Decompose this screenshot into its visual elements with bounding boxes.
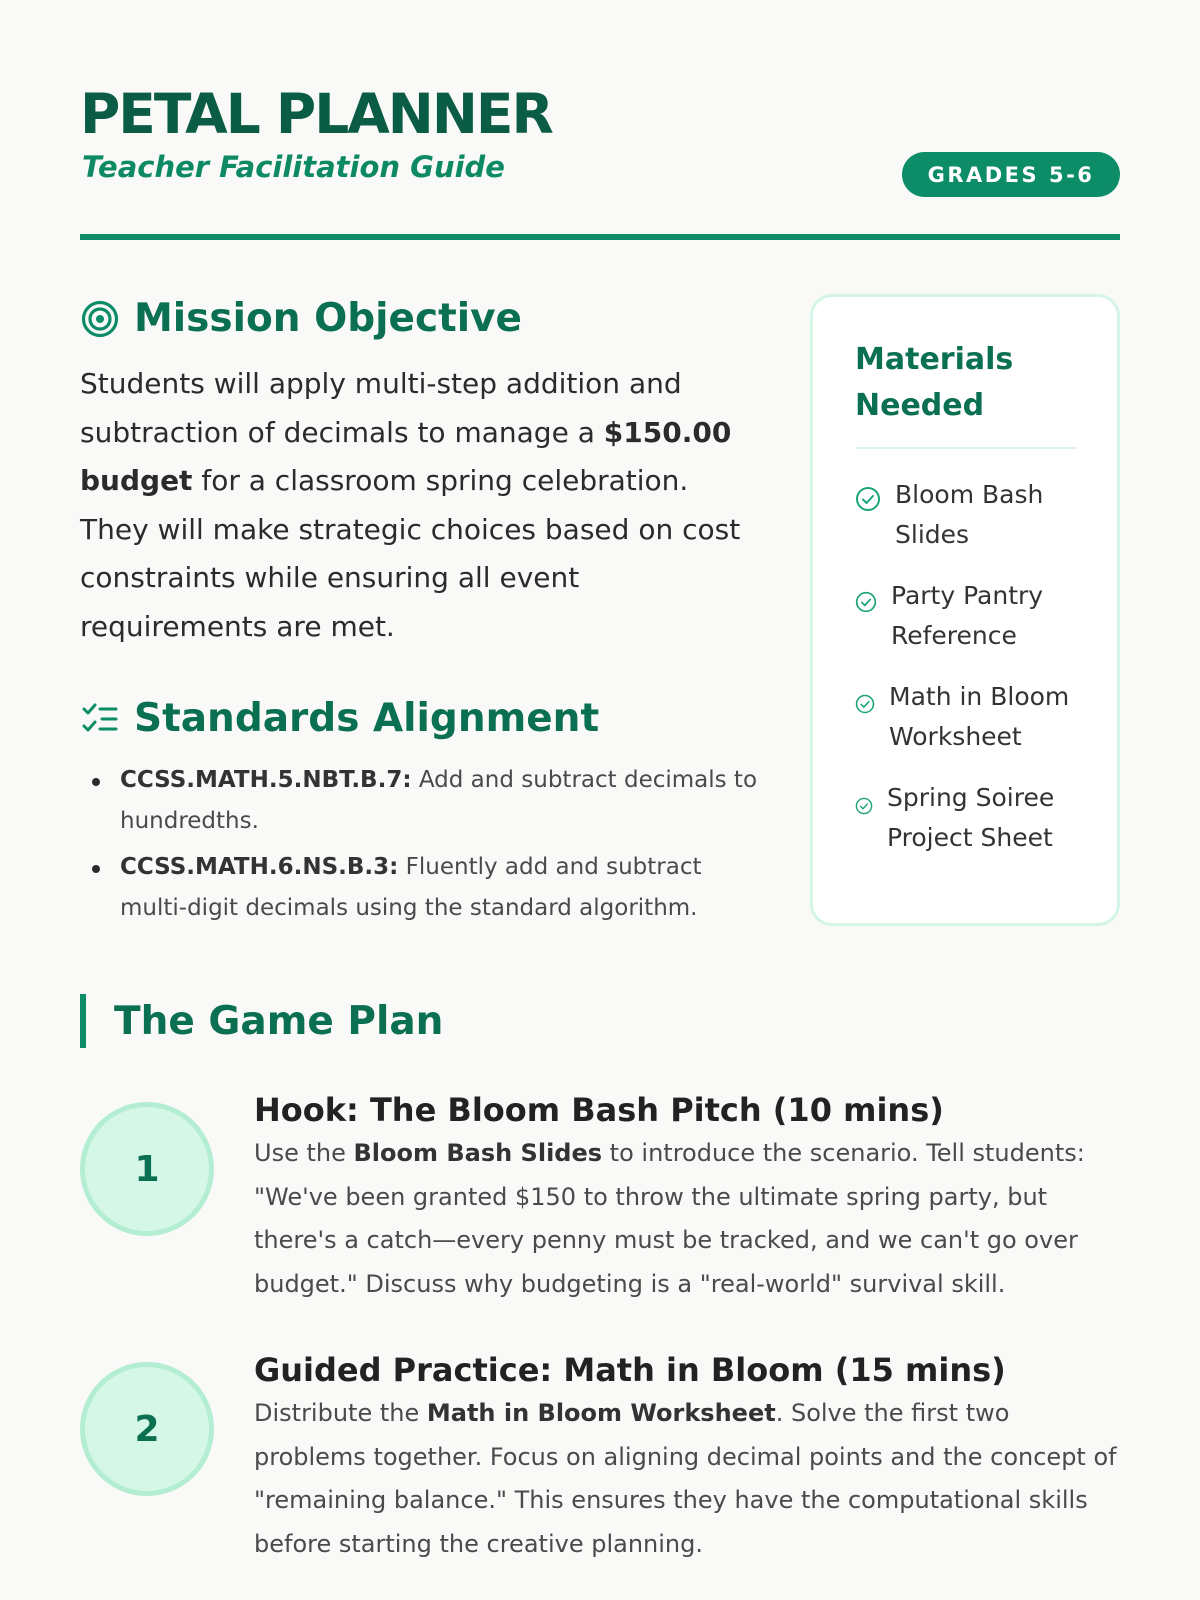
budget-highlight: $150.00 budget [80, 415, 732, 497]
step-number-badge: 2 [80, 1362, 214, 1496]
step-text: Distribute the Math in Bloom Worksheet. Solve the first two problems together. Focus on aligning decimal points and the concept of "remaining balance." This ensures they have the computational skills before starting the creative planning. [254, 1399, 1117, 1558]
standards-heading-label: Standards Alignment [134, 696, 600, 741]
list-item: Party Pantry Reference [855, 576, 1077, 655]
page-subtitle: Teacher Facilitation Guide [82, 150, 505, 184]
check-circle-icon [855, 787, 873, 827]
check-circle-icon [855, 686, 875, 726]
list-item: Spring Soiree Project Sheet [855, 778, 1077, 857]
checklist-icon [80, 699, 120, 739]
materials-list [855, 475, 1077, 857]
standards-list [80, 760, 760, 934]
page-title: PETAL PLANNER [80, 82, 552, 146]
grade-badge: GRADES 5-6 [902, 152, 1120, 197]
list-item: CCSS.MATH.6.NS.B.3: Fluently add and subtract multi-digit decimals using the standard algorithm. [80, 847, 760, 928]
materials-card [810, 294, 1120, 926]
standards-heading [80, 696, 599, 741]
step-number-badge: 1 [80, 1102, 214, 1236]
target-icon [80, 299, 120, 339]
list-item: CCSS.MATH.5.NBT.B.7: Add and subtract decimals to hundredths. [80, 760, 760, 841]
mission-heading [80, 296, 522, 341]
check-circle-icon [855, 585, 877, 625]
header-divider [80, 234, 1120, 240]
list-item: Math in Bloom Worksheet [855, 677, 1077, 756]
step-body [254, 1348, 1120, 1566]
step-text: Use the Bloom Bash Slides to introduce the scenario. Tell students: "We've been granted $150 to throw the ultimate spring party, but there's a catch—every penny must be tracked, and we can't go over budget." Discuss why budgeting is a "real-world" survival skill. [254, 1139, 1085, 1298]
mission-text: Students will apply multi-step addition and subtraction of decimals to manage a $150.00 budget for a classroom spring celebration. They will make strategic choices based on cost constraints while ensuring all event requirements are met. [80, 367, 741, 643]
mission-heading-label: Mission Objective [134, 296, 523, 341]
check-circle-icon [855, 484, 881, 524]
game-plan-heading: The Game Plan [80, 994, 443, 1048]
step-body [254, 1088, 1120, 1306]
step-title: Hook: The Bloom Bash Pitch (10 mins) [254, 1091, 944, 1129]
list-item: Bloom Bash Slides [855, 475, 1077, 554]
step-title: Guided Practice: Math in Bloom (15 mins) [254, 1351, 1006, 1389]
materials-heading: Materials Needed [855, 337, 1077, 449]
